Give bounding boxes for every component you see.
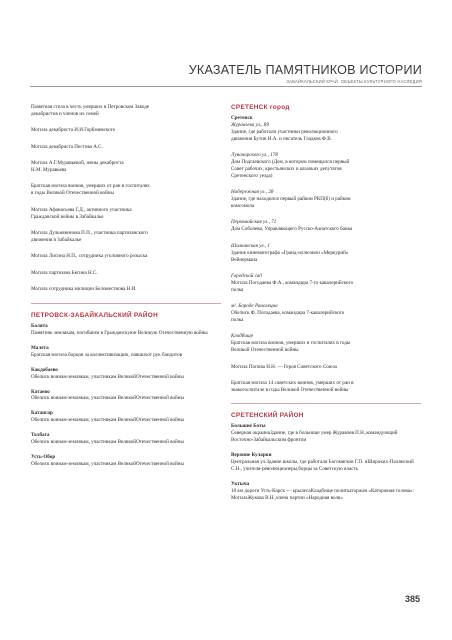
entry-text: декабристов и членов их семей — [31, 110, 99, 117]
list-item — [31, 104, 221, 118]
entry-address: 18 км дороги Усть-Карск — крылеса — [231, 487, 311, 494]
entry-text: Н.М. Муравьева — [31, 167, 67, 174]
entry-text: Братская могила воинов, умерших в госпиталях в годы — [231, 340, 351, 347]
entry-text: Могила Афанасьева Г.Д., активного участника — [31, 206, 132, 213]
entry-text: Братская могила борцов за коллективизацию, павших — [31, 351, 148, 358]
entry-text: Могила А.Г.Муравьевой, жены декабриста — [31, 160, 124, 167]
entry-address: Северная окраина — [231, 430, 271, 437]
entry-text: Здание, где в больнице умер Журавлев П.Н., — [270, 430, 367, 437]
list-item — [231, 189, 421, 210]
entry-text: командующий Восточно-Забайкальским фронтом — [231, 430, 398, 444]
entry-address: Набережная ул., 28 — [231, 189, 274, 196]
place-entry — [31, 367, 221, 381]
place-name: Балята — [31, 323, 48, 330]
entry-text: Могила сотрудника милиции Беломестнова Н.И. — [31, 286, 137, 293]
entry-text: Отечественной войны — [135, 395, 184, 402]
list-item — [231, 303, 421, 324]
section-heading: СРЕТЕНСКИЙ РАЙОН — [231, 412, 304, 420]
entry-text: в годы Великой Отечественной войны — [31, 190, 114, 197]
entry-text: Могила Дульнянинова П.П., участника партизанского — [31, 230, 148, 237]
list-item — [31, 127, 221, 134]
entry-text: Могила Попова Н.Н. — Героя Советского Союза — [231, 363, 337, 370]
entry-address: Журавлева ул., 89 — [231, 121, 269, 128]
place-entry — [31, 432, 221, 446]
list-item — [31, 160, 221, 174]
place-entry — [231, 452, 421, 473]
list-item — [231, 364, 421, 371]
entry-address: Кладбище — [231, 333, 254, 340]
entry-text: Гражданской войны в Забайкалье — [31, 213, 104, 220]
entry-address: м/. Бороде Раиолецна — [231, 303, 278, 310]
section-rule — [231, 403, 421, 404]
place-entry — [231, 423, 421, 444]
place-name: Уктыча — [231, 480, 250, 487]
entry-text: эвакогоспитале в годы Великой Отечественной войны — [231, 386, 349, 393]
entry-text: Могила Погодаева Ф.А., командира 7-го кавалерийского — [231, 279, 354, 286]
list-item — [31, 207, 221, 221]
place-name: Катангар — [31, 410, 53, 417]
entry-text: полка — [231, 317, 244, 324]
entry-text: борцы за Советскую власть — [298, 465, 359, 472]
place-name: Верхние Куларки — [231, 452, 272, 459]
entry-text: Дом Соболева, Управляющего Русско-Азиатского банка — [231, 226, 353, 233]
section-heading: СРЕТЕНСК город — [231, 104, 290, 111]
place-entry — [31, 389, 221, 403]
entry-text: Вейнерманa — [231, 256, 258, 263]
entry-text: комсомола — [231, 203, 255, 210]
left-column — [31, 104, 221, 476]
list-item — [231, 243, 421, 264]
entry-address: Центральная ул. — [231, 459, 267, 465]
list-item — [231, 219, 421, 233]
entry-text: Обелиск Ф. Погодаева, командира 7-кавалерийского — [231, 310, 345, 317]
list-item — [31, 253, 221, 260]
entry-text: Обелиск воинам-землякам, участникам Великой — [31, 417, 136, 424]
entry-text: Обелиск воинам-землякам, участникам Великой — [31, 439, 136, 446]
page-header — [30, 64, 422, 87]
entry-text: Могила декабриста Пестова А.С. — [31, 143, 103, 150]
entry-text: от рук бандитов — [147, 351, 183, 358]
place-entry — [31, 410, 221, 424]
list-item — [231, 152, 421, 180]
entry-text: Памятная стела в честь умерших в Петровском Заводе — [31, 104, 150, 110]
entry-address: Шилкинская ул., 1 — [231, 242, 270, 249]
entry-text: Совет рабочих, крестьянских и казачьих депутатов — [231, 165, 342, 172]
list-item — [231, 380, 421, 394]
entry-text: Здание, где находился первый райком РКП(б) и райком — [231, 196, 351, 203]
section-heading: ПЕТРОВСК-ЗАБАЙКАЛЬСКИЙ РАЙОН — [31, 312, 158, 320]
place-entry — [31, 323, 221, 337]
place-name: Сретенск — [231, 115, 253, 121]
place-name: Большие Боты — [231, 423, 266, 430]
list-item — [31, 230, 221, 244]
entry-text: Обелиск воинам-землякам, участникам Великой — [31, 373, 136, 380]
place-entry — [31, 345, 221, 359]
entry-text: Памятник землякам, погибшим в Гражданскую — [31, 330, 134, 336]
entry-text: Здание школы, где работали Богомягков Г.П. и — [266, 459, 368, 465]
list-item — [231, 122, 421, 143]
list-item — [31, 270, 221, 277]
entry-text: движения Бутин И.А. и писатель Гладков Ф.В. — [231, 135, 332, 142]
entry-text: Великой Отечественной войны — [231, 347, 299, 354]
entry-text: Отечественной войны — [135, 439, 184, 446]
entry-text: Здание, где работали участники революционного — [231, 128, 338, 135]
entry-text: Обелиск воинам-землякам, участникам Великой — [31, 460, 136, 467]
list-item — [31, 183, 221, 197]
header-rule — [30, 86, 422, 87]
entry-text: Жукова В.Н.,члена партии «Народная воля» — [247, 494, 343, 501]
entry-text: Кладбище политкаторжан «Каторжная голова»: Могила — [231, 487, 414, 501]
page-number: 385 — [404, 594, 420, 604]
list-item — [231, 273, 421, 294]
entry-text: Могила партизана Бегина Н.С. — [31, 269, 98, 276]
place-entry — [231, 481, 421, 502]
entry-text: полка — [231, 286, 244, 293]
entry-text: и Великую Отечественную войны — [133, 330, 208, 336]
place-entry — [31, 454, 221, 468]
entry-text: Дом Подгаевского (Дом, в котором помещался первый — [231, 159, 350, 166]
list-item — [231, 333, 421, 354]
entry-text: Отечественной войны — [135, 460, 184, 467]
list-item — [31, 286, 221, 293]
section-rule — [31, 303, 221, 304]
place-name: Усть-Обор — [31, 453, 56, 460]
entry-text: Отечественной войны — [135, 417, 184, 424]
place-name: Какдобаево — [31, 366, 58, 373]
entry-text: Здание кинематографа «Гранд-иллюзион «Меркурий» — [231, 249, 349, 256]
place-name: Катаево — [31, 388, 50, 395]
place-name: Малета — [31, 344, 49, 351]
entry-text: Братская могила 14 советских воинов, умерших от ран в — [231, 380, 354, 387]
entry-text: Отечественной войны — [135, 373, 184, 380]
entry-text: Широких-Полянский С.Н., учителя-революционеры, — [231, 459, 414, 472]
entry-text: Сретенского уезда) — [231, 172, 273, 179]
entry-text: Могила декабриста И.И.Горбачевского — [31, 127, 116, 134]
entry-address: Городской сад — [231, 273, 262, 279]
right-column — [231, 104, 421, 510]
entry-address: Первомайская ул., 71 — [231, 219, 277, 226]
page-subtitle: ЗАБАЙКАЛЬСКИЙ КРАЙ. ОБЪЕКТЫ КУЛЬТУРНОГО НАСЛЕДИЯ — [286, 79, 422, 84]
entry-text: Обелиск воинам-землякам, участникам Великой — [31, 395, 136, 402]
list-item — [31, 144, 221, 151]
entry-text: Братская могила воинов, умерших от ран в госпиталях — [31, 183, 150, 190]
entry-text: Могила Лисина Н.П., сотрудника уголовного розыска — [31, 253, 148, 260]
place-name: Толбага — [31, 432, 50, 439]
entry-address: Луначарского ул., 178 — [231, 152, 278, 159]
page-title: УКАЗАТЕЛЬ ПАМЯТНИКОВ ИСТОРИИ — [188, 63, 422, 77]
entry-text: движения в Забайкалье — [31, 236, 82, 243]
